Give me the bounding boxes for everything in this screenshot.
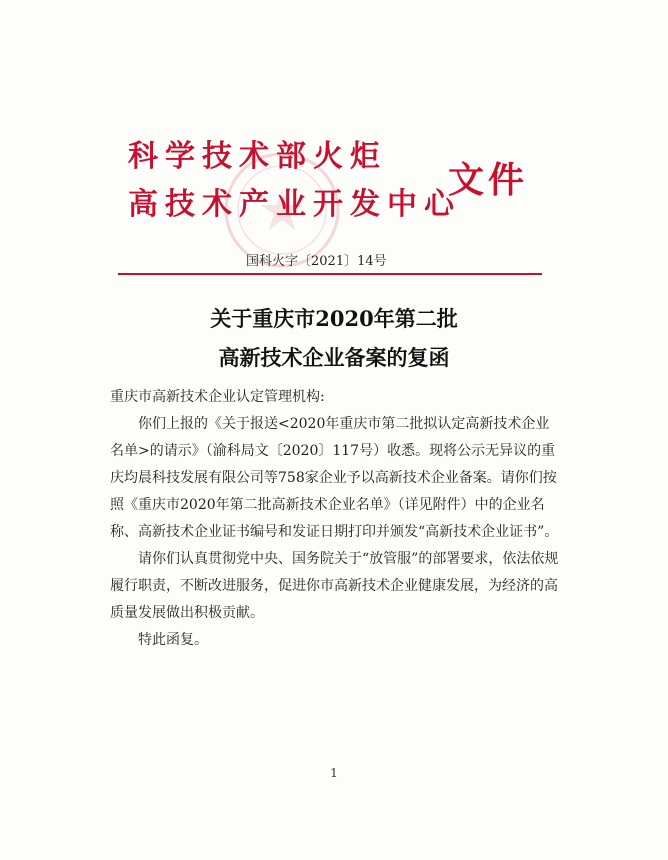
document-type-label: 文件 [448, 159, 529, 201]
document-body [110, 384, 560, 654]
closing-line: 特此函复。 [138, 632, 208, 648]
page-number: 1 [330, 766, 338, 780]
document-title-line-2: 高新技术企业备案的复函 [218, 345, 450, 370]
org-line-1: 科学技术部火炬 [128, 139, 387, 174]
body-paragraph: 你们上报的《关于报送<2020年重庆市第二批拟认定高新技术企业名单>的请示》（渝科局文〔2020〕117号）收悉。现将公示无异议的重庆均晨科技发展有限公司等758家企业予以高新技术企业备案。请你们按照《重庆市2020年第二批高新技术企业名单》（详见附件）中的企业名称、高新技术企业证书编号和发证日期打印并颁发“高新技术企业证书”。 [110, 416, 559, 540]
header-divider [118, 273, 542, 275]
org-line-2: 高技术产业开发中心 [128, 187, 461, 222]
recipient: 重庆市高新技术企业认定管理机构: [110, 389, 325, 405]
issuing-organization [128, 133, 461, 229]
document-number: 国科火字〔2021〕14号 [246, 254, 387, 269]
document-title-line-1: 关于重庆市2020年第二批 [210, 306, 458, 331]
body-paragraph: 请你们认真贯彻党中央、国务院关于“放管服”的部署要求，依法依规履行职责，不断改进服务，促进你市高新技术企业健康发展，为经济的高质量发展做出积极贡献。 [110, 551, 559, 621]
